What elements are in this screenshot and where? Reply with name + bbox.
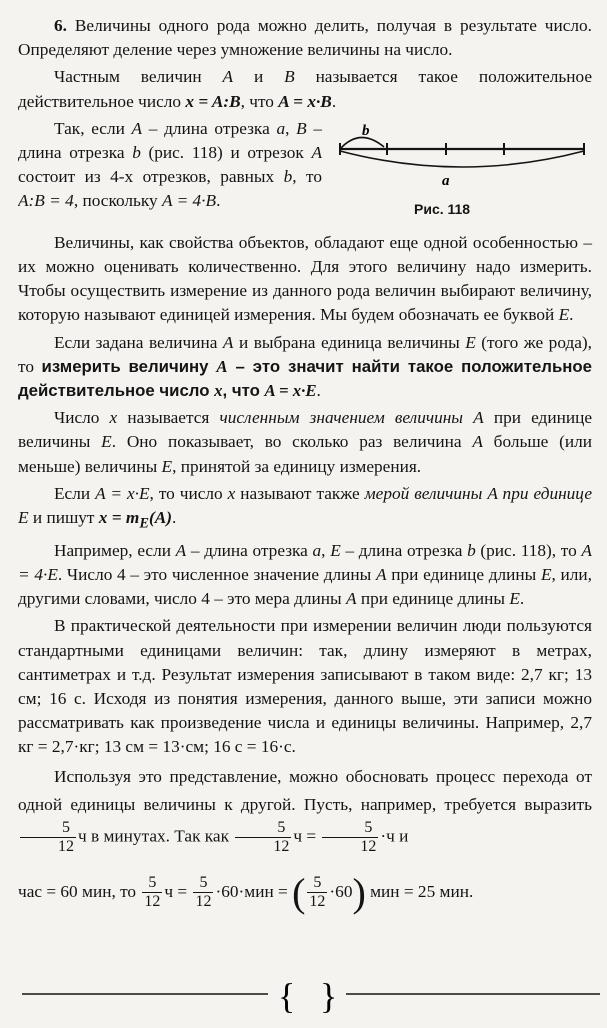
page-footer-ornament bbox=[0, 980, 607, 1020]
paragraph-7: Если A = x·E, то число x называют также мерой величины A при единице E и пишут $x = m_E(A)$. bbox=[18, 483, 593, 532]
page-content bbox=[18, 14, 592, 914]
footer-rule bbox=[0, 980, 607, 1020]
paragraph-4: Величины, как свойства объектов, обладают еще одной особенностью – их можно оценивать количественно. Для этого величину надо измерить. Чтобы осуществить измерение из данного рода величин выбирают величину, которую называют единицей измерения. Мы будем обозначать ее буквой E. bbox=[18, 232, 592, 325]
paragraph-9: В практической деятельности при измерении величин люди пользуются стандартными единицами величин: так, длину измеряют в метрах, сантиметрах и т.д. Результат измерения записывают в таком виде: 2,7 кг; 13 см; 16 с. Исходя из понятия измерения, данного выше, эти записи можно рассматривать как произведение числа и единицы величины. Например, 2,7 кг = 2,7·кг; 13 см = 13·см; 16 с = 16·с. bbox=[18, 616, 592, 757]
right-brace: } bbox=[320, 980, 338, 1016]
section-number: 6. bbox=[54, 16, 67, 35]
fraction-5-12: $\frac{5}{12}$ bbox=[195, 874, 212, 911]
left-brace: { bbox=[278, 980, 296, 1016]
figure-caption: Рис. 118 bbox=[414, 200, 471, 217]
example-with-figure bbox=[18, 117, 592, 231]
fraction-5-12: $\frac{5}{12}$ bbox=[322, 819, 378, 856]
paragraph-5-definition: Если задана величина A и выбрана единица величины E (того же рода), то измерить величину A – это значит найти такое положительное действительное число x, что A = x·E. bbox=[18, 332, 592, 401]
paragraph-2: Частным величин A и B называется такое положительное действительное число x = A:B, что A = x·B. bbox=[18, 67, 593, 111]
fraction-5-12: $\frac{5}{12}$ bbox=[20, 819, 76, 856]
paragraph-3: Так, если A – длина отрезка a, B – длина отрезка b (рис. 118) и отрезок A состоит из 4-х отрезков, равных b, то A:B = 4, поскольку A = 4·B. bbox=[18, 118, 322, 211]
paragraph-6: Число x называется численным значением величины A при единице величины E. Оно показывает, во сколько раз величина A больше (или меньше) величины E, принятой за единицу измерения. bbox=[18, 408, 592, 476]
fraction-5-12: $\frac{5}{12}$ bbox=[144, 874, 161, 911]
label-a: a bbox=[442, 172, 450, 189]
figure-118 bbox=[332, 121, 592, 231]
conversion-equation: час = 60 мин, то $\frac{5}{12}$ ч = $\frac{5}{12}$ ·60·мин = ( $\frac{5}{12}$ ·60) мин = 25 мин. bbox=[18, 869, 474, 915]
label-b: b bbox=[362, 122, 370, 139]
paragraph-8: Например, если A – длина отрезка a, E – длина отрезка b (рис. 118), то A = 4·E. Число 4 – это численное значение длины A при единице длины E, или, другими словами, число 4 – это мера длины A при единице длины E. bbox=[18, 540, 592, 609]
paragraph-10: Используя это представление, можно обосновать процесс перехода от одной единицы величины к другой. Пусть, например, требуется выразить $\frac{5}{12}$ ч в минутах. Так как $\frac{5}{12}$ ч = $\frac{5}{12}$ ·ч и bbox=[18, 766, 592, 855]
left-paren: ( bbox=[292, 869, 306, 915]
fraction-5-12: $\frac{5}{12}$ bbox=[309, 874, 326, 911]
fraction-5-12: $\frac{5}{12}$ bbox=[235, 819, 291, 856]
right-paren: ) bbox=[352, 869, 366, 915]
paragraph-1: 6. Величины одного рода можно делить, получая в результате число. Определяют деление через умножение величины на число. bbox=[18, 16, 592, 60]
